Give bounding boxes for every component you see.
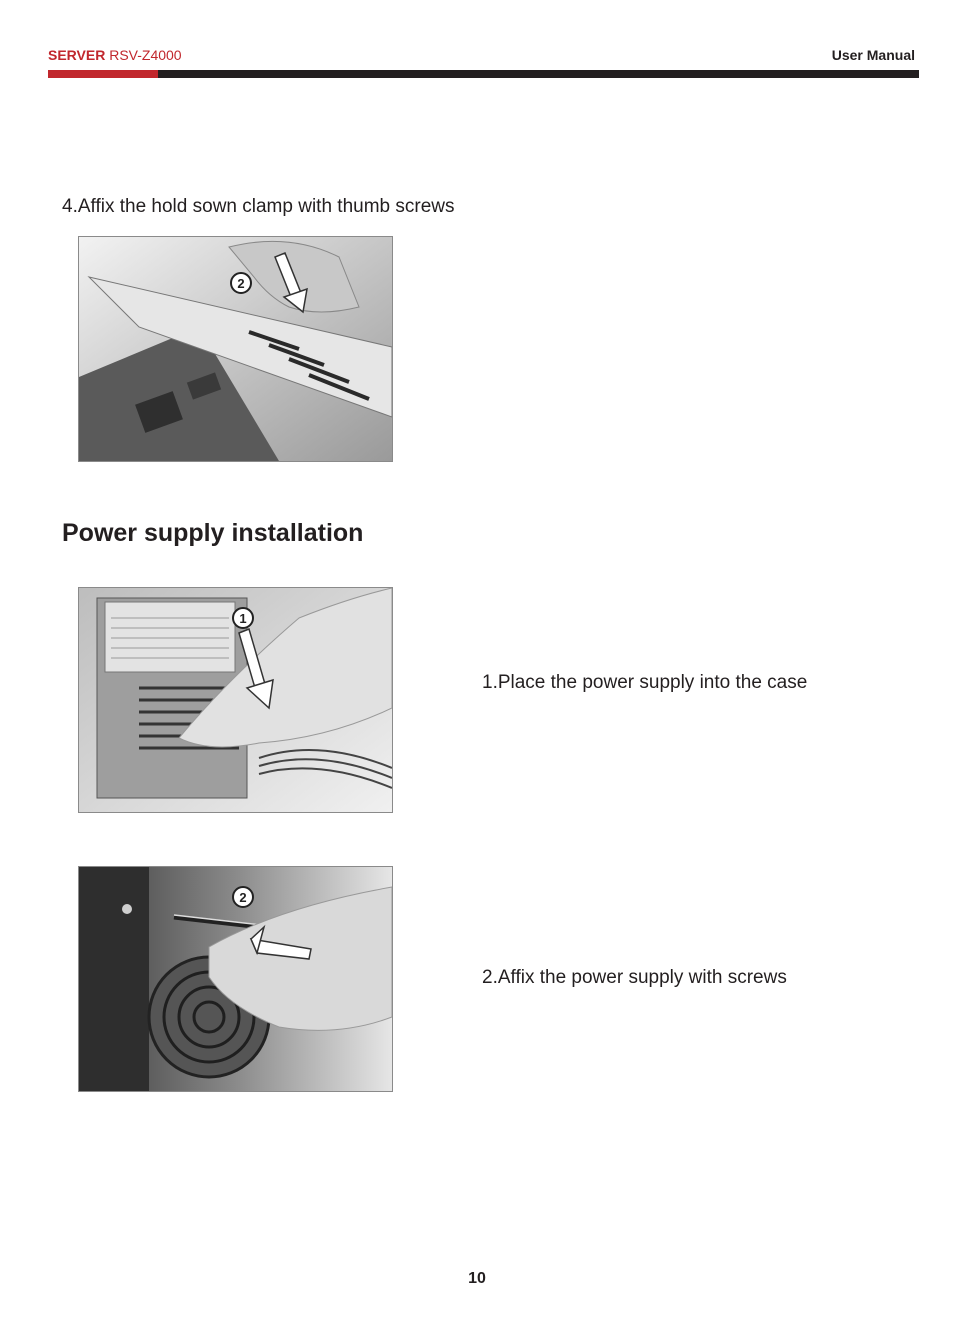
clamp-step-text: 4.Affix the hold sown clamp with thumb screws [62, 196, 455, 217]
clamp-photo [78, 236, 393, 462]
header-brand [48, 47, 182, 63]
clamp-callout: 2 [237, 276, 245, 291]
psu-screw-callout: 2 [239, 890, 247, 905]
psu-step-2-text: 2.Affix the power supply with screws [482, 967, 787, 988]
doc-type: User Manual [831, 47, 915, 63]
psu-screw-photo [78, 866, 393, 1092]
psu-place-photo [78, 587, 393, 813]
model-name: RSV-Z4000 [109, 47, 182, 63]
header-rule [158, 70, 919, 78]
psu-step-1-text: 1.Place the power supply into the case [482, 672, 808, 693]
header-rule-accent [48, 70, 158, 78]
page-number: 10 [468, 1270, 486, 1287]
psu-place-callout: 1 [239, 611, 247, 626]
section-title: Power supply installation [62, 519, 364, 547]
brand-name: SERVER [48, 47, 106, 63]
